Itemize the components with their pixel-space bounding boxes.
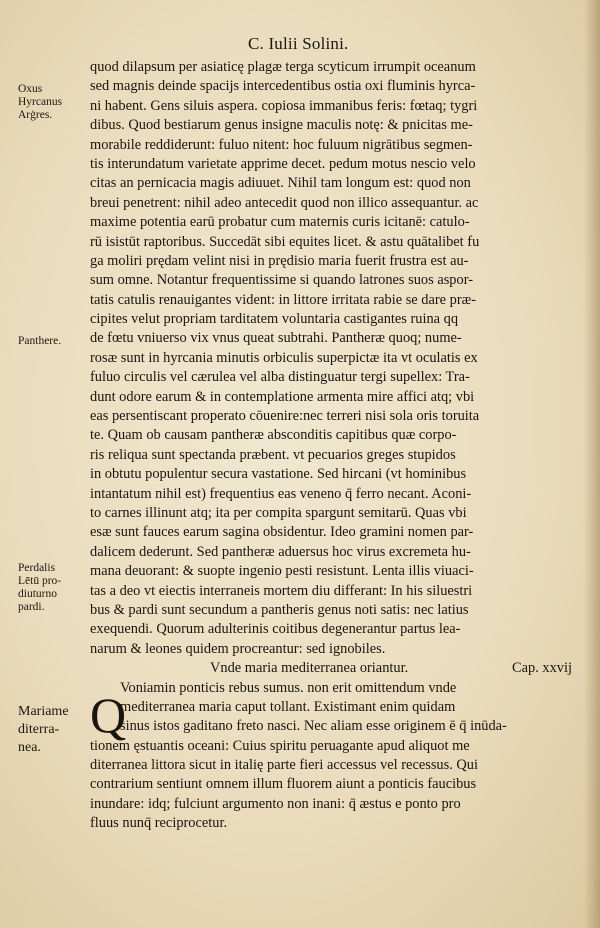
chapter-number: Cap. xxvij [512, 660, 572, 677]
margin-note-line: Panthere. [18, 335, 62, 347]
drop-capital: Q [90, 687, 127, 743]
margin-note-line: diterra- [18, 722, 60, 737]
chapter-title: Vnde maria mediterranea oriantur. [210, 660, 409, 677]
page-edge-shadow [584, 0, 600, 928]
text-line: mana deuorant: & suopte ingenio pesti resistunt. Lenta illis viuaci- [90, 563, 474, 580]
text-line: cipites velut propriam tarditatem voluntaria castigantes ruina qq [90, 311, 459, 328]
text-line: maxime potentia earū probatur cum maternis curis icitanē: catulo- [90, 214, 470, 231]
text-line: sum omne. Notantur frequentissime si quando latrones suos aspor- [90, 272, 473, 289]
margin-note-line: Arġres. [18, 109, 53, 121]
text-line: tis interundatum varietate apprime decet. pedum motus nescio velo [90, 155, 476, 172]
chapter-text-line: sinus istos gaditano freto nasci. Nec aliam esse originem ē q̄ inūda- [120, 718, 507, 735]
chapter-text-line: Voniamin ponticis rebus sumus. non erit omittendum vnde [120, 679, 457, 696]
chapter-text-line: contrarium sentiunt omnem illum fluorem aiunt a ponticis faucibus [90, 776, 477, 793]
text-line: dibus. Quod bestiarum genus insigne maculis notę: & pnicitas me- [90, 117, 473, 134]
text-line: tatis catulis renauigantes vident: in littore irritata rabie se dare præ- [90, 291, 477, 308]
margin-note-perdalis [18, 562, 61, 614]
margin-note-line: Oxus [18, 83, 43, 95]
text-line: to carnes illinunt atq; ita per compita spargunt semitarū. Quas vbi [90, 504, 467, 521]
margin-note-line: diuturno [18, 588, 57, 600]
text-line: bus & pardi sunt secundum a pantheris genus noti satis: nec latius [90, 601, 469, 618]
text-line: intantatum nihil est) frequentius eas veneno q̄ ferro necant. Aconi- [90, 485, 472, 502]
margin-note-line: pardi. [18, 601, 45, 613]
text-line: in obtutu populentur secura vastatione. Sed hircani (vt hominibus [90, 466, 467, 483]
main-text-block [90, 58, 580, 834]
margin-note-line: Perdalis [18, 562, 56, 574]
margin-note-line: Hyrcanus [18, 96, 63, 108]
text-line: ni habent. Gens siluis aspera. copiosa immanibus feris: fœtaq; tygri [90, 97, 478, 114]
chapter-text-line: tionem ęstuantis oceani: Cuius spiritu peruagante apud aliquot me [90, 737, 470, 754]
text-line: breui penetrent: nihil adeo antecedit quod non illico assequantur. ac [90, 194, 479, 211]
text-line: ga moliri prędam velint nisi in prędisio maria fuerit frustra est au- [90, 252, 469, 269]
margin-note-line: Mariame [18, 704, 69, 719]
chapter-text-line: diterranea littora sicut in italię parte fieri accessus vel recessus. Qui [90, 757, 478, 774]
text-line: dunt odore earum & in contemplatione armenta mire affici atq; vbi [90, 388, 475, 405]
text-line: narum & leones quidem procreantur: sed ignobiles. [90, 640, 386, 657]
text-line: de fœtu vniuerso vix vnus queat subtrahi. Pantheræ quoq; nume- [90, 330, 462, 347]
margin-note-panthere [18, 335, 61, 348]
text-line: rū isistūt raptoribus. Succedāt sibi equites licet. & astu quātalibet fu [90, 233, 480, 250]
chapter-text-line: fluus nunq̄ reciprocetur. [90, 815, 228, 832]
text-line: ris reliqua sunt spectanda præbent. vt pecuarios greges stupidos [90, 446, 456, 463]
text-line: quod dilapsum per asiaticę plagæ terga scyticum irrumpit oceanum [90, 59, 476, 75]
text-line: esæ sunt fauces earum sagina obsidentur. Ideo gramini nomen par- [90, 524, 474, 541]
text-line: fuluo circulis vel cærulea vel alba distinguatur tergi supellex: Tra- [90, 369, 470, 386]
chapter-text-line: inundare: idq; fulciunt argumento non inani: q̄ æstus e ponto pro [90, 795, 461, 812]
running-header: C. Iulii Solini. [248, 34, 349, 53]
margin-note-line: Lētū pro- [18, 575, 62, 587]
text-line: sed magnis deinde spacijs intercedentibus ostia oxi fluminis hyrca- [90, 78, 476, 95]
text-line: dalicem dederunt. Sed pantheræ aduersus hoc virus excremeta hu- [90, 543, 471, 560]
chapter-text-line: mediterranea maria caput tollant. Existimant enim quidam [120, 698, 456, 715]
text-line: eas persentiscant properato cōuenire:nec terreri nisi sola oris toruita [90, 408, 480, 425]
chapter-heading [90, 659, 580, 678]
margin-note-mariane [18, 703, 69, 757]
margin-note-oxus [18, 83, 62, 122]
text-line: exequendi. Quorum adulterinis coitibus degenerantur partus lea- [90, 621, 461, 638]
text-line: te. Quam ob causam pantheræ absconditis capitibus quæ corpo- [90, 427, 457, 444]
text-line: morabile reddiderunt: fuluo nitent: hoc fuluum nigrātibus segmen- [90, 136, 473, 153]
text-line: rosæ sunt in hyrcania minutis orbiculis superpictæ ita vt oculatis ex [90, 349, 478, 366]
margin-note-line: nea. [18, 740, 41, 755]
text-line: tas a deo vt eiectis interraneis mortem diu differant: In his siluestri [90, 582, 473, 599]
text-line: citas an pernicacia magis adiuuet. Nihil tam longum est: quod non [90, 175, 471, 192]
